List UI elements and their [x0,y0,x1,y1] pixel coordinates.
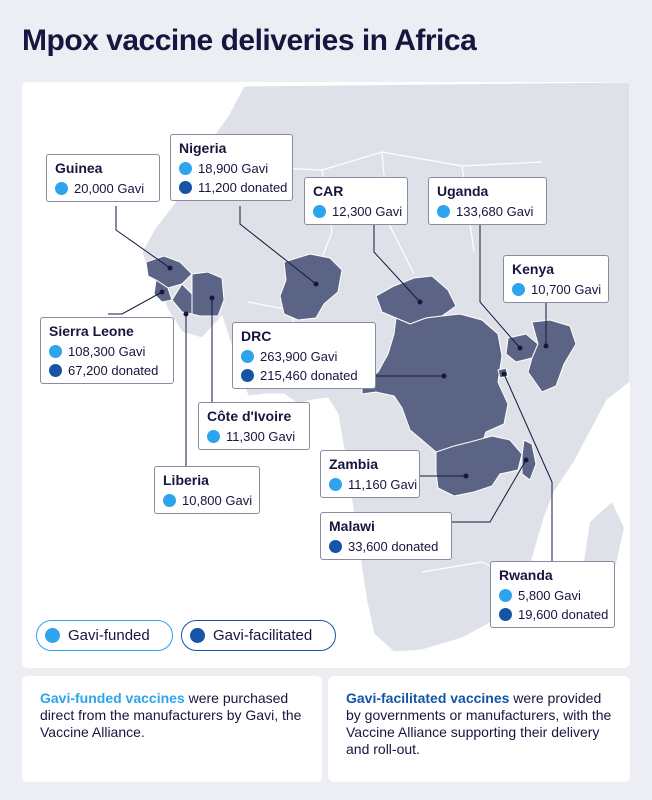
legend-label: Gavi-facilitated [213,627,313,644]
country-name: Uganda [437,183,489,199]
funded-dot-icon [45,628,60,643]
delivery-amount: 10,800 Gavi [182,493,253,508]
note-text: were purchased direct from the manufacturers by Gavi, the Vaccine Alliance. [40,690,302,740]
page-title: Mpox vaccine deliveries in Africa [22,24,477,57]
delivery-row-funded [329,477,418,492]
delivery-row-funded [512,282,600,297]
funded-dot-icon [207,430,220,443]
delivery-row-funded [55,181,151,196]
delivery-row-funded [437,204,538,219]
label-kenya [503,255,609,303]
legend-label: Gavi-funded [68,627,150,644]
country-name: Guinea [55,160,103,176]
map-panel [22,82,630,668]
facilitated-dot-icon [241,369,254,382]
delivery-row-facilitated [241,368,367,383]
dot-liberia [184,312,189,317]
delivery-amount: 11,160 Gavi [348,477,418,492]
dot-rwanda [502,372,507,377]
country-name: Côte d'Ivoire [207,408,292,424]
label-uganda [428,177,547,225]
funded-dot-icon [512,283,525,296]
funded-dot-icon [49,345,62,358]
label-nigeria [170,134,293,201]
funded-dot-icon [241,350,254,363]
delivery-amount: 263,900 Gavi [260,349,338,364]
delivery-amount: 11,300 Gavi [226,429,296,444]
dot-guinea [168,266,173,271]
country-name: Malawi [329,518,375,534]
delivery-amount: 5,800 Gavi [518,588,581,603]
note-lead: Gavi-facilitated vaccines [346,690,510,706]
delivery-amount: 108,300 Gavi [68,344,146,359]
label-sierra-leone [40,317,174,384]
label-zambia [320,450,420,498]
facilitated-dot-icon [499,608,512,621]
funded-dot-icon [163,494,176,507]
delivery-row-funded [241,349,367,364]
facilitated-dot-icon [190,628,205,643]
country-name: Kenya [512,261,555,277]
note-gavi-facilitated [328,676,630,782]
facilitated-dot-icon [49,364,62,377]
delivery-amount: 133,680 Gavi [456,204,534,219]
label-drc [232,322,376,389]
facilitated-dot-icon [329,540,342,553]
funded-dot-icon [55,182,68,195]
funded-dot-icon [313,205,326,218]
delivery-amount: 19,600 donated [518,607,609,622]
country-cote-divoire [192,272,224,316]
delivery-amount: 215,460 donated [260,368,358,383]
facilitated-dot-icon [179,181,192,194]
delivery-row-facilitated [329,539,443,554]
note-lead: Gavi-funded vaccines [40,690,185,706]
delivery-row-funded [207,429,301,444]
line-sierra-leone [108,292,162,314]
note-text: were provided by governments or manufacturers, with the Vaccine Alliance supporting their delivery and roll-out. [346,690,612,757]
delivery-amount: 11,200 donated [198,180,288,195]
delivery-row-funded [163,493,251,508]
label-rwanda [490,561,615,628]
dot-cote-divoire [210,296,215,301]
label-malawi [320,512,452,560]
country-name: Liberia [163,472,209,488]
label-cote-divoire [198,402,310,450]
legend-gavi-facilitated [181,620,336,651]
label-guinea [46,154,160,202]
delivery-row-funded [499,588,606,603]
country-name: Rwanda [499,567,553,583]
dot-uganda [518,346,523,351]
country-name: CAR [313,183,344,199]
delivery-row-facilitated [179,180,288,195]
funded-dot-icon [179,162,192,175]
delivery-amount: 18,900 Gavi [198,161,269,176]
country-name: Nigeria [179,140,227,156]
dot-kenya [544,344,549,349]
funded-dot-icon [437,205,450,218]
delivery-row-facilitated [49,363,165,378]
dot-zambia [464,474,469,479]
dot-drc [442,374,447,379]
delivery-amount: 33,600 donated [348,539,439,554]
dot-sierra-leone [160,290,165,295]
country-name: Sierra Leone [49,323,134,339]
delivery-row-funded [313,204,403,219]
label-liberia [154,466,260,514]
note-gavi-funded [22,676,322,782]
country-name: DRC [241,328,272,344]
country-name: Zambia [329,456,379,472]
delivery-row-funded [49,344,165,359]
delivery-row-facilitated [499,607,609,622]
label-car [304,177,408,225]
dot-nigeria [314,282,319,287]
funded-dot-icon [499,589,512,602]
delivery-row-funded [179,161,284,176]
funded-dot-icon [329,478,342,491]
dot-malawi [524,458,529,463]
dot-car [418,300,423,305]
delivery-amount: 10,700 Gavi [531,282,602,297]
delivery-amount: 20,000 Gavi [74,181,145,196]
delivery-amount: 12,300 Gavi [332,204,403,219]
delivery-amount: 67,200 donated [68,363,159,378]
legend-gavi-funded [36,620,173,651]
